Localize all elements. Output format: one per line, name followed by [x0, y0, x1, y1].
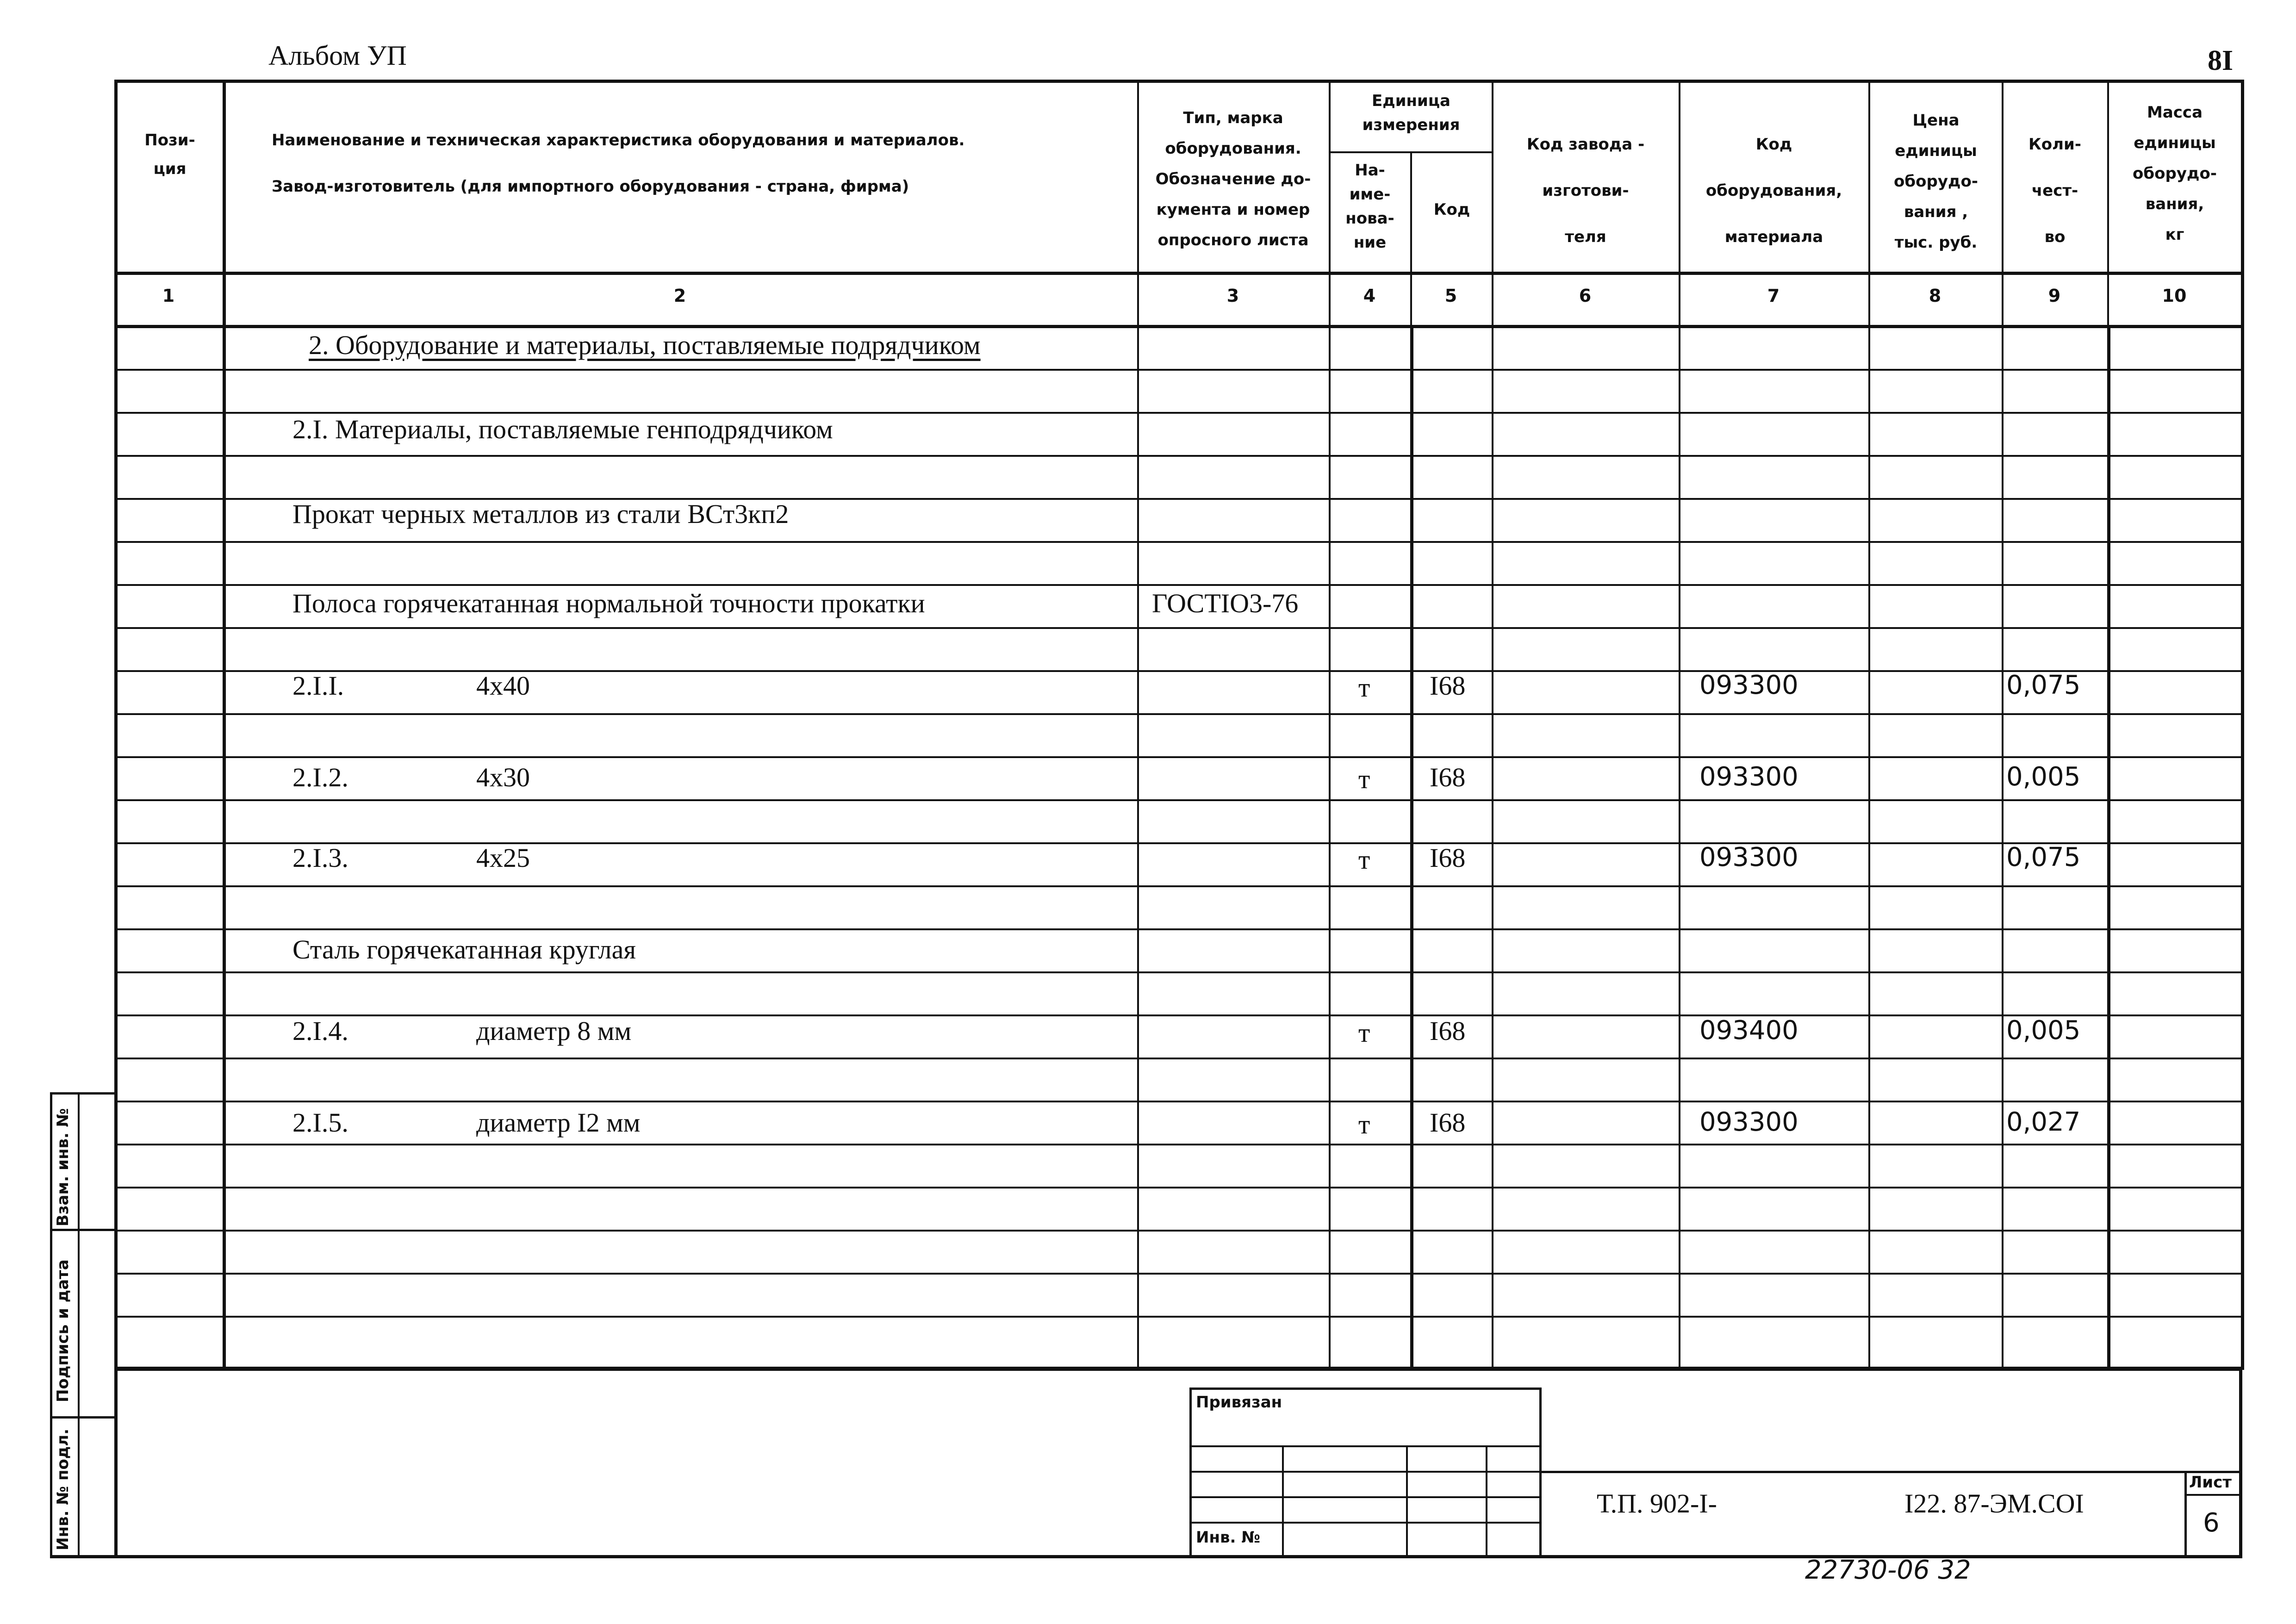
header-material-code: Код оборудования, материала	[1705, 135, 1842, 246]
doc-code-right: I22. 87-ЭМ.СОI	[1904, 1488, 2084, 1518]
colnum-3: 3	[1226, 286, 1239, 306]
header-unit-code: Код	[1433, 200, 1470, 219]
item-number: 2.I.5.	[292, 1108, 348, 1138]
section-heading: 2. Оборудование и материалы, поставляемые подрядчиком	[309, 330, 981, 360]
strip-gost: ГОСТIО3-76	[1152, 588, 1299, 618]
colnum-7: 7	[1767, 286, 1780, 306]
sheet-number: 6	[2203, 1508, 2220, 1538]
item-unit: т	[1358, 764, 1370, 794]
colnum-5: 5	[1444, 286, 1457, 306]
colnum-2: 2	[673, 286, 686, 306]
sheet-label: Лист	[2189, 1473, 2232, 1492]
item-quantity: 0,027	[2006, 1107, 2081, 1137]
header-unit-name: На- име- нова- ние	[1345, 161, 1394, 252]
item-unit-code: I68	[1430, 1108, 1466, 1138]
item-material-code: 093300	[1699, 670, 1798, 700]
item-unit-code: I68	[1430, 1016, 1466, 1046]
colnum-10: 10	[2162, 286, 2187, 306]
colnum-8: 8	[1929, 286, 1941, 306]
bound-label: Привязан	[1196, 1393, 1282, 1412]
header-price: Цена единицы оборудо- вания , тыс. руб.	[1894, 111, 1978, 252]
item-material-code: 093300	[1699, 762, 1798, 792]
side-label-original-inv: Инв. № подл.	[54, 1428, 72, 1550]
item-unit: т	[1358, 1109, 1370, 1139]
specification-table	[114, 80, 2242, 1370]
item-quantity: 0,005	[2006, 1015, 2081, 1045]
item-name: 4х25	[476, 843, 530, 873]
side-label-signature: Подпись и дата	[54, 1259, 72, 1402]
group-heading-rolled: Прокат черных металлов из стали ВСт3кп2	[292, 499, 789, 529]
header-name-line2: Завод-изготовитель (для импортного оборудования - страна, фирма)	[272, 177, 909, 196]
item-unit-code: I68	[1430, 671, 1466, 701]
item-unit: т	[1358, 845, 1370, 875]
header-factory-code: Код завода - изготови- теля	[1526, 135, 1645, 246]
subsection-heading: 2.I. Материалы, поставляемые генподрядчиком	[292, 414, 833, 444]
group-heading-strip: Полоса горячекатанная нормальной точности прокатки	[292, 588, 925, 618]
item-name: 4х30	[476, 762, 530, 792]
item-name: диаметр 8 мм	[476, 1016, 632, 1046]
page-corner-number: 8I	[2208, 45, 2234, 76]
item-quantity: 0,005	[2006, 762, 2081, 792]
side-strip	[50, 1092, 114, 1556]
item-quantity: 0,075	[2006, 670, 2081, 700]
item-material-code: 093300	[1699, 842, 1798, 872]
album-title: Альбом УП	[268, 40, 407, 71]
colnum-4: 4	[1363, 286, 1376, 306]
item-unit-code: I68	[1430, 762, 1466, 792]
side-label-replacement: Взам. инв. №	[54, 1108, 72, 1226]
doc-code-left: Т.П. 902-I-	[1597, 1488, 1717, 1518]
header-type-doc: Тип, марка оборудования. Обозначение до- кумента и номер опросного листа	[1155, 109, 1311, 249]
item-material-code: 093300	[1699, 1107, 1798, 1137]
colnum-6: 6	[1579, 286, 1592, 306]
item-number: 2.I.I.	[292, 671, 344, 701]
colnum-9: 9	[2048, 286, 2061, 306]
item-unit-code: I68	[1430, 843, 1466, 873]
item-unit: т	[1358, 1018, 1370, 1048]
header-quantity: Коли- чест- во	[2028, 135, 2081, 246]
item-name: диаметр I2 мм	[476, 1108, 641, 1138]
header-position: Пози- ция	[144, 131, 195, 178]
header-unit-group: Единица измерения	[1362, 92, 1460, 134]
footer-number: 22730-06 32	[1805, 1555, 1971, 1585]
bound-stamp	[1189, 1388, 1541, 1555]
item-number: 2.I.4.	[292, 1016, 348, 1046]
item-number: 2.I.2.	[292, 762, 348, 792]
inv-label: Инв. №	[1196, 1528, 1261, 1547]
item-number: 2.I.3.	[292, 843, 348, 873]
item-material-code: 093400	[1699, 1015, 1798, 1045]
header-mass: Масса единицы оборудо- вания, кг	[2133, 103, 2217, 244]
item-name: 4х40	[476, 671, 530, 701]
item-quantity: 0,075	[2006, 842, 2081, 872]
colnum-1: 1	[162, 286, 175, 306]
item-unit: т	[1358, 672, 1370, 703]
header-name-line1: Наименование и техническая характеристика оборудования и материалов.	[272, 131, 965, 149]
group-heading-round: Сталь горячекатанная круглая	[292, 934, 636, 964]
